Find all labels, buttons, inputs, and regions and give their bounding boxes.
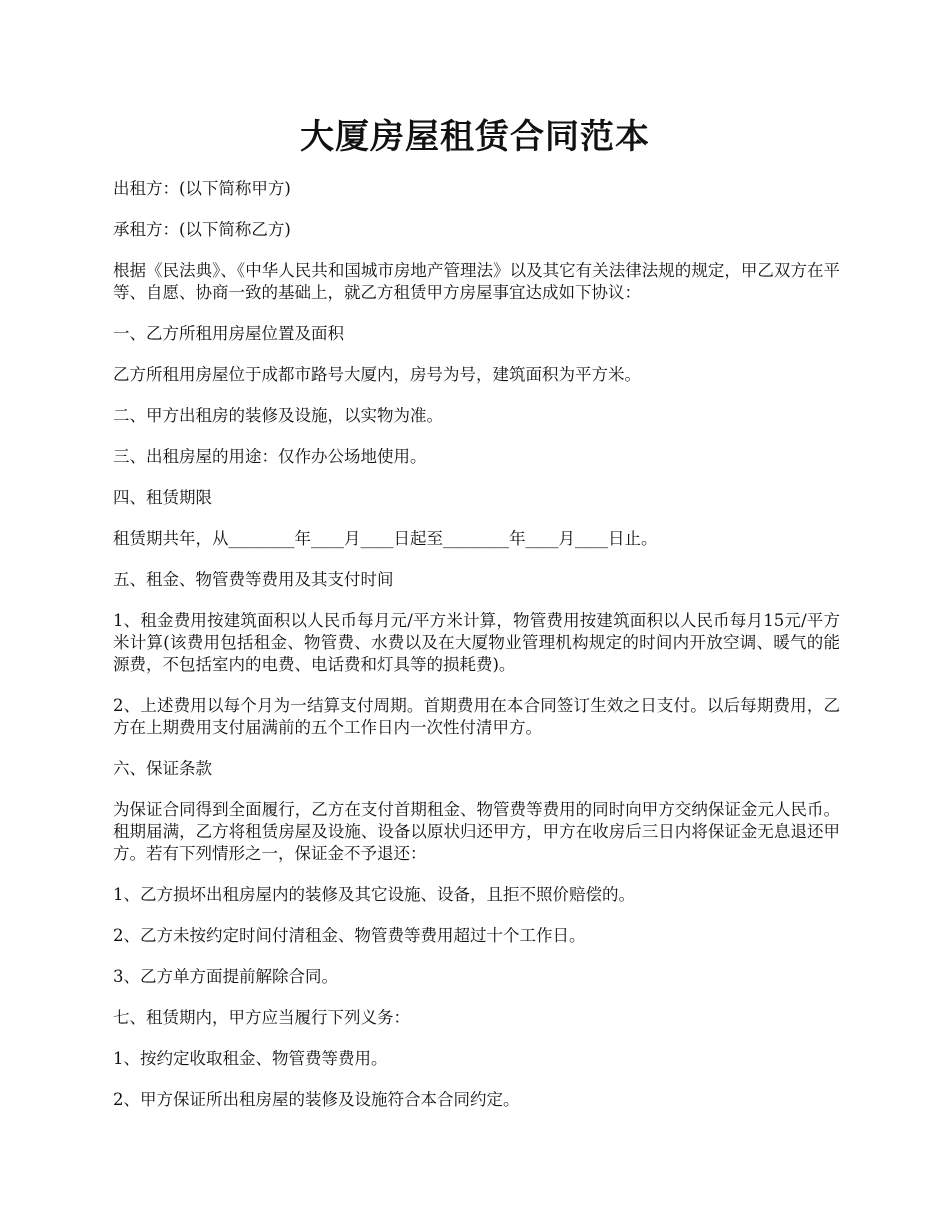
section-heading-2: 二、甲方出租房的装修及设施，以实物为准。: [113, 406, 443, 425]
paragraph-preamble: 根据《民法典》、《中华人民共和国城市房地产管理法》以及其它有关法律法规的规定，甲乙双方在平等、自愿、协商一致的基础上，就乙方租赁甲方房屋事宜达成如下协议：: [113, 261, 840, 302]
paragraph-rent-2: 2、上述费用以每个月为一结算支付周期。首期费用在本合同签订生效之日支付。以后每期费用，乙方在上期费用支付届满前的五个工作日内一次性付清甲方。: [113, 696, 840, 737]
paragraph-deposit: 为保证合同得到全面履行，乙方在支付首期租金、物管费等费用的同时向甲方交纳保证金元人民币。租期届满，乙方将租赁房屋及设施、设备以原状归还甲方，甲方在收房后三日内将保证金无息退还甲方。若有下列情形之一，保证金不予退还：: [113, 800, 840, 863]
paragraph-location: 乙方所租用房屋位于成都市路号大厦内，房号为号，建筑面积为平方米。: [113, 365, 641, 384]
section-heading-5: 五、租金、物管费等费用及其支付时间: [113, 570, 394, 589]
paragraph-rent-1: 1、租金费用按建筑面积以人民币每月元/平方米计算，物管费用按建筑面积以人民币每月15元/平方米计算(该费用包括租金、物管费、水费以及在大厦物业管理机构规定的时间内开放空调、暖气的能源费，不包括室内的电费、电话费和灯具等的损耗费)。: [113, 611, 840, 674]
section-heading-4: 四、租赁期限: [113, 488, 212, 507]
section-heading-3: 三、出租房屋的用途：仅作办公场地使用。: [113, 447, 427, 466]
paragraph-lessee: 承租方：(以下简称乙方): [113, 220, 291, 239]
paragraph-deposit-case-1: 1、乙方损坏出租房屋内的装修及其它设施、设备，且拒不照价赔偿的。: [113, 885, 635, 904]
paragraph-deposit-case-3: 3、乙方单方面提前解除合同。: [113, 967, 338, 986]
section-heading-1: 一、乙方所租用房屋位置及面积: [113, 324, 344, 343]
paragraph-term: 租赁期共年，从________年____月____日起至________年____月____日止。: [113, 529, 658, 548]
section-heading-6: 六、保证条款: [113, 759, 212, 778]
paragraph-obligation-2: 2、甲方保证所出租房屋的装修及设施符合本合同约定。: [113, 1090, 520, 1109]
paragraph-deposit-case-2: 2、乙方未按约定时间付清租金、物管费等费用超过十个工作日。: [113, 926, 586, 945]
section-heading-7: 七、租赁期内，甲方应当履行下列义务：: [113, 1008, 410, 1027]
paragraph-obligation-1: 1、按约定收取租金、物管费等费用。: [113, 1049, 388, 1068]
document-title: 大厦房屋租赁合同范本: [300, 117, 650, 157]
document-body: [113, 178, 840, 1130]
paragraph-lessor: 出租方：(以下简称甲方): [113, 179, 291, 198]
